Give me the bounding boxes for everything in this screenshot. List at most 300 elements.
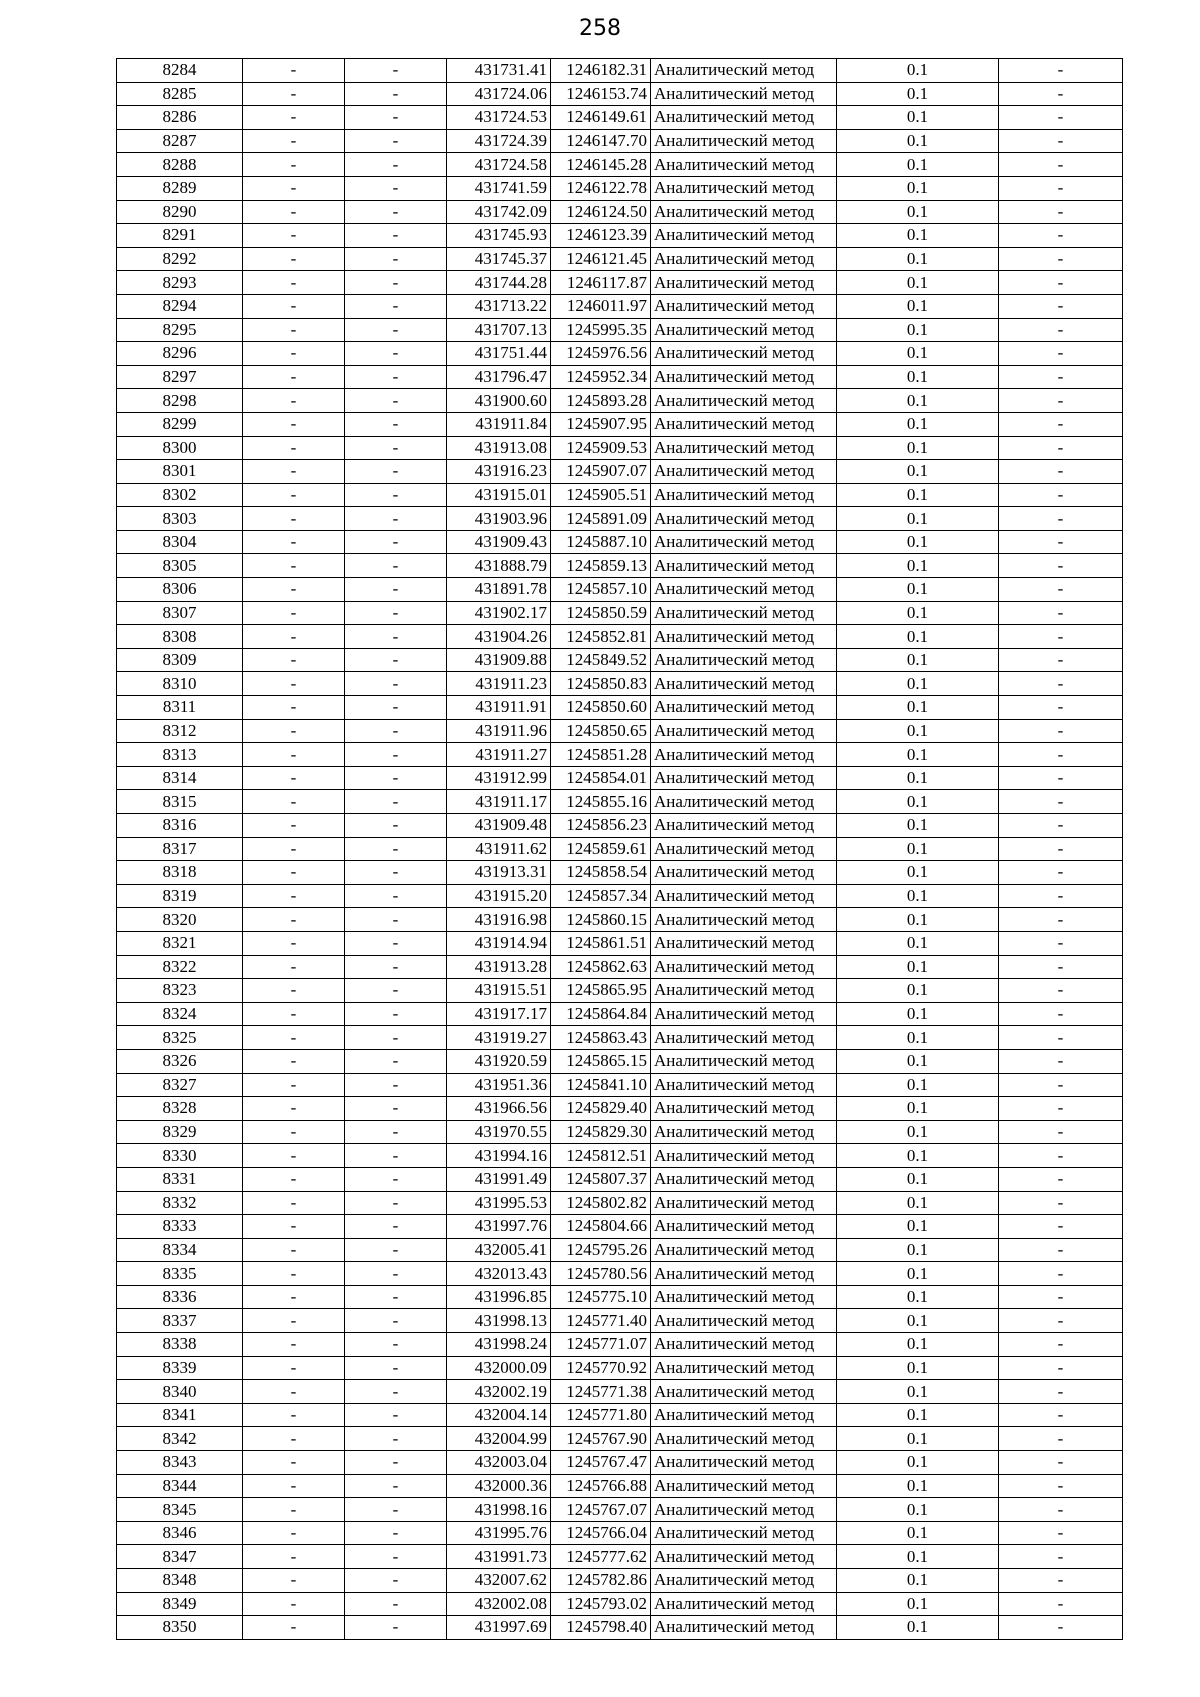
empty-cell-1: - xyxy=(243,1545,345,1569)
point-number-cell: 8346 xyxy=(117,1521,243,1545)
x-coordinate-cell: 431888.79 xyxy=(447,554,551,578)
accuracy-cell: 0.1 xyxy=(837,648,999,672)
accuracy-cell: 0.1 xyxy=(837,861,999,885)
method-cell: Аналитический метод xyxy=(651,1049,837,1073)
empty-cell-2: - xyxy=(345,507,447,531)
y-coordinate-cell: 1245855.16 xyxy=(551,790,651,814)
method-cell: Аналитический метод xyxy=(651,979,837,1003)
empty-cell-2: - xyxy=(345,271,447,295)
point-number-cell: 8345 xyxy=(117,1498,243,1522)
point-number-cell: 8291 xyxy=(117,224,243,248)
empty-cell-1: - xyxy=(243,931,345,955)
empty-cell-3: - xyxy=(999,342,1123,366)
table-row xyxy=(117,1097,1123,1121)
table-row xyxy=(117,507,1123,531)
accuracy-cell: 0.1 xyxy=(837,483,999,507)
empty-cell-3: - xyxy=(999,743,1123,767)
y-coordinate-cell: 1245802.82 xyxy=(551,1191,651,1215)
table-row xyxy=(117,1238,1123,1262)
table-row xyxy=(117,1521,1123,1545)
accuracy-cell: 0.1 xyxy=(837,979,999,1003)
y-coordinate-cell: 1245865.15 xyxy=(551,1049,651,1073)
accuracy-cell: 0.1 xyxy=(837,884,999,908)
empty-cell-2: - xyxy=(345,790,447,814)
empty-cell-2: - xyxy=(345,483,447,507)
accuracy-cell: 0.1 xyxy=(837,1592,999,1616)
point-number-cell: 8319 xyxy=(117,884,243,908)
y-coordinate-cell: 1245857.10 xyxy=(551,578,651,602)
table-row xyxy=(117,106,1123,130)
empty-cell-3: - xyxy=(999,1262,1123,1286)
point-number-cell: 8305 xyxy=(117,554,243,578)
method-cell: Аналитический метод xyxy=(651,530,837,554)
empty-cell-3: - xyxy=(999,1451,1123,1475)
y-coordinate-cell: 1245807.37 xyxy=(551,1167,651,1191)
method-cell: Аналитический метод xyxy=(651,814,837,838)
empty-cell-3: - xyxy=(999,294,1123,318)
point-number-cell: 8298 xyxy=(117,389,243,413)
empty-cell-1: - xyxy=(243,1474,345,1498)
table-row xyxy=(117,908,1123,932)
point-number-cell: 8339 xyxy=(117,1356,243,1380)
point-number-cell: 8306 xyxy=(117,578,243,602)
x-coordinate-cell: 431902.17 xyxy=(447,601,551,625)
y-coordinate-cell: 1245850.83 xyxy=(551,672,651,696)
empty-cell-3: - xyxy=(999,1427,1123,1451)
x-coordinate-cell: 432005.41 xyxy=(447,1238,551,1262)
empty-cell-3: - xyxy=(999,931,1123,955)
accuracy-cell: 0.1 xyxy=(837,1427,999,1451)
empty-cell-1: - xyxy=(243,106,345,130)
table-row xyxy=(117,861,1123,885)
empty-cell-1: - xyxy=(243,625,345,649)
empty-cell-2: - xyxy=(345,342,447,366)
x-coordinate-cell: 431915.51 xyxy=(447,979,551,1003)
y-coordinate-cell: 1245771.38 xyxy=(551,1380,651,1404)
empty-cell-1: - xyxy=(243,530,345,554)
x-coordinate-cell: 431912.99 xyxy=(447,766,551,790)
y-coordinate-cell: 1245766.04 xyxy=(551,1521,651,1545)
empty-cell-1: - xyxy=(243,1569,345,1593)
x-coordinate-cell: 431751.44 xyxy=(447,342,551,366)
point-number-cell: 8289 xyxy=(117,176,243,200)
accuracy-cell: 0.1 xyxy=(837,837,999,861)
accuracy-cell: 0.1 xyxy=(837,247,999,271)
y-coordinate-cell: 1245862.63 xyxy=(551,955,651,979)
method-cell: Аналитический метод xyxy=(651,743,837,767)
point-number-cell: 8321 xyxy=(117,931,243,955)
table-row xyxy=(117,1592,1123,1616)
x-coordinate-cell: 431991.73 xyxy=(447,1545,551,1569)
point-number-cell: 8293 xyxy=(117,271,243,295)
point-number-cell: 8292 xyxy=(117,247,243,271)
y-coordinate-cell: 1245771.07 xyxy=(551,1333,651,1357)
accuracy-cell: 0.1 xyxy=(837,766,999,790)
table-row xyxy=(117,1356,1123,1380)
empty-cell-2: - xyxy=(345,1380,447,1404)
accuracy-cell: 0.1 xyxy=(837,696,999,720)
accuracy-cell: 0.1 xyxy=(837,1002,999,1026)
y-coordinate-cell: 1246011.97 xyxy=(551,294,651,318)
accuracy-cell: 0.1 xyxy=(837,460,999,484)
table-row xyxy=(117,931,1123,955)
x-coordinate-cell: 431996.85 xyxy=(447,1285,551,1309)
empty-cell-1: - xyxy=(243,1167,345,1191)
empty-cell-2: - xyxy=(345,1120,447,1144)
x-coordinate-cell: 431909.43 xyxy=(447,530,551,554)
x-coordinate-cell: 431904.26 xyxy=(447,625,551,649)
accuracy-cell: 0.1 xyxy=(837,908,999,932)
y-coordinate-cell: 1245829.40 xyxy=(551,1097,651,1121)
accuracy-cell: 0.1 xyxy=(837,743,999,767)
x-coordinate-cell: 432000.09 xyxy=(447,1356,551,1380)
x-coordinate-cell: 431913.08 xyxy=(447,436,551,460)
empty-cell-2: - xyxy=(345,1521,447,1545)
accuracy-cell: 0.1 xyxy=(837,365,999,389)
method-cell: Аналитический метод xyxy=(651,1309,837,1333)
method-cell: Аналитический метод xyxy=(651,1451,837,1475)
empty-cell-3: - xyxy=(999,1144,1123,1168)
point-number-cell: 8317 xyxy=(117,837,243,861)
empty-cell-1: - xyxy=(243,1427,345,1451)
point-number-cell: 8323 xyxy=(117,979,243,1003)
y-coordinate-cell: 1245793.02 xyxy=(551,1592,651,1616)
point-number-cell: 8284 xyxy=(117,59,243,83)
point-number-cell: 8302 xyxy=(117,483,243,507)
y-coordinate-cell: 1245891.09 xyxy=(551,507,651,531)
table-row xyxy=(117,1215,1123,1239)
accuracy-cell: 0.1 xyxy=(837,1073,999,1097)
accuracy-cell: 0.1 xyxy=(837,59,999,83)
point-number-cell: 8313 xyxy=(117,743,243,767)
method-cell: Аналитический метод xyxy=(651,1545,837,1569)
table-row xyxy=(117,1474,1123,1498)
table-row xyxy=(117,1073,1123,1097)
point-number-cell: 8326 xyxy=(117,1049,243,1073)
empty-cell-1: - xyxy=(243,814,345,838)
y-coordinate-cell: 1245893.28 xyxy=(551,389,651,413)
point-number-cell: 8287 xyxy=(117,129,243,153)
accuracy-cell: 0.1 xyxy=(837,1333,999,1357)
accuracy-cell: 0.1 xyxy=(837,1403,999,1427)
y-coordinate-cell: 1245907.07 xyxy=(551,460,651,484)
empty-cell-1: - xyxy=(243,979,345,1003)
y-coordinate-cell: 1245852.81 xyxy=(551,625,651,649)
x-coordinate-cell: 431745.93 xyxy=(447,224,551,248)
empty-cell-3: - xyxy=(999,955,1123,979)
y-coordinate-cell: 1245849.52 xyxy=(551,648,651,672)
x-coordinate-cell: 431995.76 xyxy=(447,1521,551,1545)
empty-cell-2: - xyxy=(345,1097,447,1121)
x-coordinate-cell: 431903.96 xyxy=(447,507,551,531)
y-coordinate-cell: 1246123.39 xyxy=(551,224,651,248)
y-coordinate-cell: 1246149.61 xyxy=(551,106,651,130)
empty-cell-1: - xyxy=(243,1002,345,1026)
y-coordinate-cell: 1245905.51 xyxy=(551,483,651,507)
y-coordinate-cell: 1245841.10 xyxy=(551,1073,651,1097)
empty-cell-3: - xyxy=(999,247,1123,271)
point-number-cell: 8338 xyxy=(117,1333,243,1357)
x-coordinate-cell: 431911.23 xyxy=(447,672,551,696)
y-coordinate-cell: 1246124.50 xyxy=(551,200,651,224)
empty-cell-1: - xyxy=(243,224,345,248)
empty-cell-2: - xyxy=(345,129,447,153)
table-row xyxy=(117,1569,1123,1593)
y-coordinate-cell: 1245856.23 xyxy=(551,814,651,838)
empty-cell-2: - xyxy=(345,294,447,318)
table-row xyxy=(117,389,1123,413)
point-number-cell: 8322 xyxy=(117,955,243,979)
empty-cell-1: - xyxy=(243,1144,345,1168)
table-row xyxy=(117,648,1123,672)
table-row xyxy=(117,601,1123,625)
y-coordinate-cell: 1245767.90 xyxy=(551,1427,651,1451)
y-coordinate-cell: 1245798.40 xyxy=(551,1616,651,1640)
x-coordinate-cell: 431998.16 xyxy=(447,1498,551,1522)
empty-cell-2: - xyxy=(345,1049,447,1073)
method-cell: Аналитический метод xyxy=(651,1333,837,1357)
empty-cell-1: - xyxy=(243,696,345,720)
page-number: 258 xyxy=(579,16,621,41)
method-cell: Аналитический метод xyxy=(651,318,837,342)
method-cell: Аналитический метод xyxy=(651,129,837,153)
empty-cell-2: - xyxy=(345,153,447,177)
empty-cell-3: - xyxy=(999,224,1123,248)
table-row xyxy=(117,719,1123,743)
x-coordinate-cell: 431966.56 xyxy=(447,1097,551,1121)
empty-cell-3: - xyxy=(999,1592,1123,1616)
y-coordinate-cell: 1245976.56 xyxy=(551,342,651,366)
x-coordinate-cell: 431998.13 xyxy=(447,1309,551,1333)
empty-cell-2: - xyxy=(345,1026,447,1050)
method-cell: Аналитический метод xyxy=(651,672,837,696)
empty-cell-2: - xyxy=(345,861,447,885)
point-number-cell: 8315 xyxy=(117,790,243,814)
x-coordinate-cell: 431920.59 xyxy=(447,1049,551,1073)
empty-cell-1: - xyxy=(243,554,345,578)
x-coordinate-cell: 431911.96 xyxy=(447,719,551,743)
point-number-cell: 8295 xyxy=(117,318,243,342)
empty-cell-2: - xyxy=(345,672,447,696)
x-coordinate-cell: 431891.78 xyxy=(447,578,551,602)
accuracy-cell: 0.1 xyxy=(837,129,999,153)
method-cell: Аналитический метод xyxy=(651,1474,837,1498)
empty-cell-1: - xyxy=(243,342,345,366)
table-row xyxy=(117,412,1123,436)
point-number-cell: 8296 xyxy=(117,342,243,366)
accuracy-cell: 0.1 xyxy=(837,153,999,177)
method-cell: Аналитический метод xyxy=(651,790,837,814)
empty-cell-3: - xyxy=(999,908,1123,932)
empty-cell-2: - xyxy=(345,224,447,248)
point-number-cell: 8314 xyxy=(117,766,243,790)
accuracy-cell: 0.1 xyxy=(837,1569,999,1593)
accuracy-cell: 0.1 xyxy=(837,601,999,625)
x-coordinate-cell: 431998.24 xyxy=(447,1333,551,1357)
empty-cell-1: - xyxy=(243,1451,345,1475)
table-row xyxy=(117,1285,1123,1309)
empty-cell-3: - xyxy=(999,979,1123,1003)
empty-cell-1: - xyxy=(243,1120,345,1144)
empty-cell-1: - xyxy=(243,1285,345,1309)
accuracy-cell: 0.1 xyxy=(837,814,999,838)
method-cell: Аналитический метод xyxy=(651,1191,837,1215)
empty-cell-3: - xyxy=(999,884,1123,908)
x-coordinate-cell: 431911.84 xyxy=(447,412,551,436)
accuracy-cell: 0.1 xyxy=(837,1474,999,1498)
empty-cell-1: - xyxy=(243,648,345,672)
method-cell: Аналитический метод xyxy=(651,224,837,248)
point-number-cell: 8335 xyxy=(117,1262,243,1286)
empty-cell-1: - xyxy=(243,578,345,602)
empty-cell-2: - xyxy=(345,955,447,979)
empty-cell-3: - xyxy=(999,1002,1123,1026)
empty-cell-3: - xyxy=(999,59,1123,83)
empty-cell-2: - xyxy=(345,554,447,578)
point-number-cell: 8350 xyxy=(117,1616,243,1640)
table-row xyxy=(117,1049,1123,1073)
empty-cell-1: - xyxy=(243,271,345,295)
empty-cell-1: - xyxy=(243,294,345,318)
empty-cell-1: - xyxy=(243,1097,345,1121)
table-row xyxy=(117,814,1123,838)
x-coordinate-cell: 431724.06 xyxy=(447,82,551,106)
x-coordinate-cell: 431994.16 xyxy=(447,1144,551,1168)
accuracy-cell: 0.1 xyxy=(837,1309,999,1333)
point-number-cell: 8349 xyxy=(117,1592,243,1616)
y-coordinate-cell: 1246121.45 xyxy=(551,247,651,271)
empty-cell-3: - xyxy=(999,271,1123,295)
method-cell: Аналитический метод xyxy=(651,1616,837,1640)
empty-cell-3: - xyxy=(999,1333,1123,1357)
x-coordinate-cell: 431745.37 xyxy=(447,247,551,271)
point-number-cell: 8332 xyxy=(117,1191,243,1215)
table-row xyxy=(117,1380,1123,1404)
point-number-cell: 8334 xyxy=(117,1238,243,1262)
accuracy-cell: 0.1 xyxy=(837,1521,999,1545)
point-number-cell: 8307 xyxy=(117,601,243,625)
method-cell: Аналитический метод xyxy=(651,578,837,602)
method-cell: Аналитический метод xyxy=(651,1498,837,1522)
method-cell: Аналитический метод xyxy=(651,908,837,932)
empty-cell-1: - xyxy=(243,672,345,696)
empty-cell-2: - xyxy=(345,1167,447,1191)
empty-cell-2: - xyxy=(345,1356,447,1380)
x-coordinate-cell: 431919.27 xyxy=(447,1026,551,1050)
y-coordinate-cell: 1245861.51 xyxy=(551,931,651,955)
y-coordinate-cell: 1245780.56 xyxy=(551,1262,651,1286)
x-coordinate-cell: 431915.20 xyxy=(447,884,551,908)
empty-cell-3: - xyxy=(999,436,1123,460)
point-number-cell: 8331 xyxy=(117,1167,243,1191)
x-coordinate-cell: 431744.28 xyxy=(447,271,551,295)
y-coordinate-cell: 1245770.92 xyxy=(551,1356,651,1380)
empty-cell-2: - xyxy=(345,1427,447,1451)
x-coordinate-cell: 431900.60 xyxy=(447,389,551,413)
method-cell: Аналитический метод xyxy=(651,1356,837,1380)
empty-cell-1: - xyxy=(243,129,345,153)
accuracy-cell: 0.1 xyxy=(837,1215,999,1239)
empty-cell-2: - xyxy=(345,837,447,861)
x-coordinate-cell: 432007.62 xyxy=(447,1569,551,1593)
point-number-cell: 8309 xyxy=(117,648,243,672)
empty-cell-2: - xyxy=(345,743,447,767)
accuracy-cell: 0.1 xyxy=(837,1097,999,1121)
y-coordinate-cell: 1245795.26 xyxy=(551,1238,651,1262)
accuracy-cell: 0.1 xyxy=(837,1498,999,1522)
accuracy-cell: 0.1 xyxy=(837,1262,999,1286)
accuracy-cell: 0.1 xyxy=(837,342,999,366)
y-coordinate-cell: 1245850.60 xyxy=(551,696,651,720)
table-row xyxy=(117,294,1123,318)
accuracy-cell: 0.1 xyxy=(837,955,999,979)
x-coordinate-cell: 431916.23 xyxy=(447,460,551,484)
empty-cell-3: - xyxy=(999,861,1123,885)
empty-cell-3: - xyxy=(999,672,1123,696)
table-row xyxy=(117,200,1123,224)
x-coordinate-cell: 432004.99 xyxy=(447,1427,551,1451)
point-number-cell: 8318 xyxy=(117,861,243,885)
accuracy-cell: 0.1 xyxy=(837,1191,999,1215)
table-row xyxy=(117,1545,1123,1569)
table-row xyxy=(117,1191,1123,1215)
y-coordinate-cell: 1245907.95 xyxy=(551,412,651,436)
empty-cell-3: - xyxy=(999,1191,1123,1215)
x-coordinate-cell: 431997.76 xyxy=(447,1215,551,1239)
y-coordinate-cell: 1245887.10 xyxy=(551,530,651,554)
table-row xyxy=(117,979,1123,1003)
accuracy-cell: 0.1 xyxy=(837,436,999,460)
x-coordinate-cell: 431911.17 xyxy=(447,790,551,814)
method-cell: Аналитический метод xyxy=(651,412,837,436)
empty-cell-3: - xyxy=(999,1026,1123,1050)
method-cell: Аналитический метод xyxy=(651,1144,837,1168)
empty-cell-3: - xyxy=(999,1097,1123,1121)
point-number-cell: 8324 xyxy=(117,1002,243,1026)
empty-cell-2: - xyxy=(345,625,447,649)
empty-cell-1: - xyxy=(243,82,345,106)
empty-cell-1: - xyxy=(243,719,345,743)
table-row xyxy=(117,1333,1123,1357)
empty-cell-1: - xyxy=(243,176,345,200)
empty-cell-2: - xyxy=(345,82,447,106)
table-row xyxy=(117,530,1123,554)
method-cell: Аналитический метод xyxy=(651,342,837,366)
point-number-cell: 8308 xyxy=(117,625,243,649)
x-coordinate-cell: 431913.28 xyxy=(447,955,551,979)
x-coordinate-cell: 431917.17 xyxy=(447,1002,551,1026)
empty-cell-3: - xyxy=(999,766,1123,790)
table-row xyxy=(117,129,1123,153)
table-row xyxy=(117,554,1123,578)
empty-cell-2: - xyxy=(345,648,447,672)
x-coordinate-cell: 431915.01 xyxy=(447,483,551,507)
accuracy-cell: 0.1 xyxy=(837,1545,999,1569)
table-row xyxy=(117,483,1123,507)
empty-cell-2: - xyxy=(345,1451,447,1475)
method-cell: Аналитический метод xyxy=(651,247,837,271)
method-cell: Аналитический метод xyxy=(651,1167,837,1191)
empty-cell-2: - xyxy=(345,460,447,484)
empty-cell-3: - xyxy=(999,200,1123,224)
empty-cell-2: - xyxy=(345,1474,447,1498)
x-coordinate-cell: 431909.48 xyxy=(447,814,551,838)
point-number-cell: 8297 xyxy=(117,365,243,389)
empty-cell-1: - xyxy=(243,790,345,814)
empty-cell-2: - xyxy=(345,1498,447,1522)
empty-cell-1: - xyxy=(243,460,345,484)
point-number-cell: 8312 xyxy=(117,719,243,743)
